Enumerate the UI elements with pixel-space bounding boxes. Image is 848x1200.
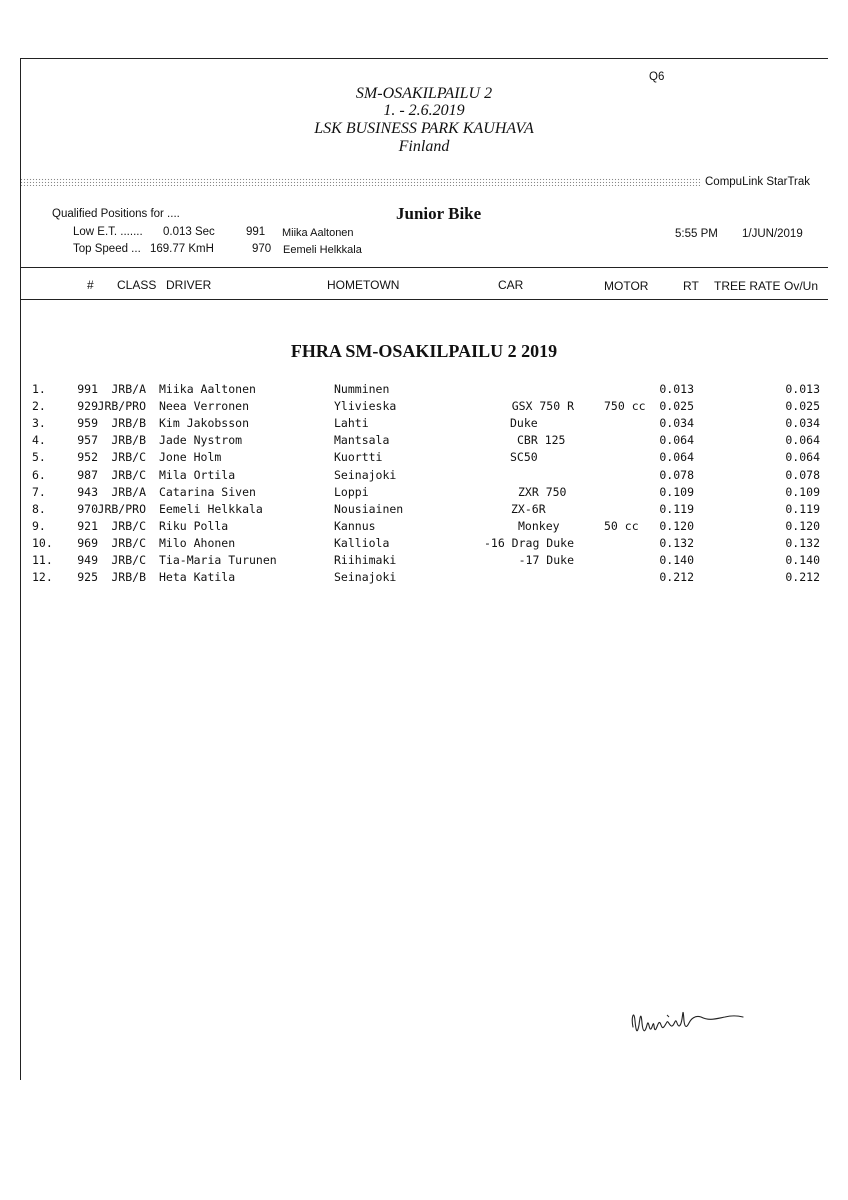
cell-driver: Neea Verronen (159, 399, 250, 414)
signature (625, 995, 765, 1045)
cell-car: Duke (510, 416, 538, 431)
cell-ovun: 0.064 (785, 433, 820, 448)
cell-num: 925 (77, 570, 98, 585)
cell-car: -17 Duke (518, 553, 574, 567)
cell-rt: 0.132 (659, 535, 694, 550)
cell-hometown: Loppi (334, 484, 369, 499)
col-num: # (87, 278, 94, 292)
cell-hometown: Numminen (334, 382, 390, 396)
cell-driver: Heta Katila (159, 570, 236, 585)
cell-num: 929 (77, 399, 98, 414)
cell-hometown: Kannus (334, 518, 376, 533)
cell-rt: 0.034 (659, 416, 694, 431)
cell-car: ZXR 750 (518, 484, 567, 499)
cell-car: ZX-6R (511, 501, 546, 516)
cell-hometown: Kalliola (334, 535, 390, 550)
cell-pos: 1. (32, 382, 46, 396)
cell-num: 943 (77, 484, 98, 499)
cell-num: 969 (77, 535, 98, 550)
cell-ovun: 0.119 (785, 501, 820, 516)
col-motor: MOTOR (604, 279, 649, 293)
cell-hometown: Nousiainen (334, 501, 404, 516)
report-date: 1/JUN/2019 (742, 228, 803, 240)
cell-hometown: Seinajoki (334, 570, 397, 585)
cell-pos: 3. (32, 416, 46, 431)
cell-ovun: 0.064 (785, 450, 820, 465)
cell-ovun: 0.132 (785, 535, 820, 550)
cell-rt: 0.119 (659, 501, 694, 516)
cell-ovun: 0.078 (785, 467, 820, 482)
cell-pos: 11. (32, 553, 53, 567)
report-time: 5:55 PM (675, 228, 718, 240)
cell-class: JRB/PRO (97, 501, 146, 516)
cell-num: 987 (77, 467, 98, 482)
cell-pos: 6. (32, 467, 46, 482)
cell-num: 949 (77, 553, 98, 567)
cell-class: JRB/C (111, 467, 146, 482)
cell-class: JRB/C (111, 553, 146, 567)
cell-pos: 12. (32, 570, 53, 585)
header-rule-top (20, 267, 828, 268)
cell-pos: 2. (32, 399, 46, 414)
event-name: SM-OSAKILPAILU 2 (355, 85, 493, 102)
cell-rt: 0.025 (659, 399, 694, 414)
top-speed-driver: Eemeli Helkkala (283, 244, 362, 256)
timing-system: CompuLink StarTrak (705, 176, 811, 188)
cell-driver: Tia-Maria Turunen (159, 553, 277, 567)
cell-rt: 0.212 (659, 570, 694, 585)
cell-num: 957 (77, 433, 98, 448)
cell-class: JRB/B (111, 416, 146, 431)
cell-rt: 0.013 (659, 382, 694, 396)
cell-ovun: 0.120 (785, 518, 820, 533)
top-rule (20, 58, 828, 59)
cell-pos: 10. (32, 535, 53, 550)
cell-car: Monkey (518, 518, 560, 533)
cell-car: CBR 125 (517, 433, 566, 448)
cell-hometown: Riihimaki (334, 553, 397, 567)
cell-num: 991 (77, 382, 98, 396)
left-border (20, 58, 21, 1080)
dotted-separator (20, 178, 700, 186)
sheet-code: Q6 (649, 71, 665, 83)
top-speed-label: Top Speed ... (73, 243, 141, 255)
qualified-label: Qualified Positions for .... (52, 208, 180, 220)
cell-car: SC50 (510, 450, 538, 465)
cell-rt: 0.140 (659, 553, 694, 567)
cell-car: GSX 750 R (511, 399, 574, 414)
top-speed-value: 169.77 KmH (150, 243, 214, 255)
cell-pos: 8. (32, 501, 46, 516)
header-rule-bottom (20, 299, 828, 300)
cell-rt: 0.120 (659, 518, 694, 533)
cell-driver: Jade Nystrom (159, 433, 243, 448)
class-title: Junior Bike (396, 204, 482, 223)
cell-driver: Eemeli Helkkala (159, 501, 263, 516)
section-title: FHRA SM-OSAKILPAILU 2 2019 (290, 341, 558, 361)
cell-hometown: Mantsala (334, 433, 390, 448)
cell-class: JRB/PRO (97, 399, 146, 414)
low-et-value: 0.013 Sec (163, 226, 215, 238)
low-et-label: Low E.T. ....... (73, 226, 143, 238)
col-car: CAR (498, 278, 524, 292)
cell-hometown: Lahti (334, 416, 369, 431)
cell-num: 959 (77, 416, 98, 431)
event-country: Finland (398, 138, 450, 155)
cell-ovun: 0.013 (785, 382, 820, 396)
cell-driver: Catarina Siven (159, 484, 256, 499)
col-ovun: Ov/Un (784, 279, 819, 293)
event-dates: 1. - 2.6.2019 (383, 102, 465, 119)
cell-ovun: 0.212 (785, 570, 820, 585)
cell-rt: 0.064 (659, 433, 694, 448)
cell-motor: 50 cc (604, 518, 639, 533)
cell-class: JRB/C (111, 450, 146, 465)
col-hometown: HOMETOWN (327, 278, 400, 292)
cell-ovun: 0.034 (785, 416, 820, 431)
event-venue: LSK BUSINESS PARK KAUHAVA (314, 120, 534, 137)
cell-motor: 750 cc (604, 399, 646, 414)
cell-hometown: Seinajoki (334, 467, 397, 482)
cell-ovun: 0.025 (785, 399, 820, 414)
cell-rt: 0.109 (659, 484, 694, 499)
cell-num: 970 (77, 501, 98, 516)
cell-pos: 5. (32, 450, 46, 465)
cell-rt: 0.064 (659, 450, 694, 465)
cell-class: JRB/A (111, 484, 146, 499)
cell-driver: Milo Ahonen (159, 535, 236, 550)
cell-class: JRB/C (111, 518, 146, 533)
cell-hometown: Ylivieska (334, 399, 397, 414)
cell-pos: 9. (32, 518, 46, 533)
cell-class: JRB/B (111, 570, 146, 585)
cell-pos: 4. (32, 433, 46, 448)
cell-pos: 7. (32, 484, 46, 499)
cell-car: -16 Drag Duke (483, 535, 574, 550)
cell-ovun: 0.140 (785, 553, 820, 567)
cell-class: JRB/A (111, 382, 146, 396)
cell-hometown: Kuortti (334, 450, 383, 465)
col-tree-rate: TREE RATE (714, 279, 781, 293)
top-speed-number: 970 (252, 243, 272, 255)
cell-driver: Riku Polla (159, 518, 229, 533)
cell-driver: Miika Aaltonen (159, 382, 256, 396)
cell-ovun: 0.109 (785, 484, 820, 499)
cell-num: 921 (77, 518, 98, 533)
col-rt: RT (683, 279, 699, 293)
cell-num: 952 (77, 450, 98, 465)
cell-class: JRB/B (111, 433, 146, 448)
low-et-number: 991 (246, 226, 266, 238)
col-driver: DRIVER (166, 278, 212, 292)
cell-rt: 0.078 (659, 467, 694, 482)
cell-class: JRB/C (111, 535, 146, 550)
cell-driver: Mila Ortila (159, 467, 236, 482)
col-class: CLASS (117, 278, 157, 292)
cell-driver: Kim Jakobsson (159, 416, 250, 431)
low-et-driver: Miika Aaltonen (282, 227, 354, 239)
cell-driver: Jone Holm (159, 450, 222, 465)
